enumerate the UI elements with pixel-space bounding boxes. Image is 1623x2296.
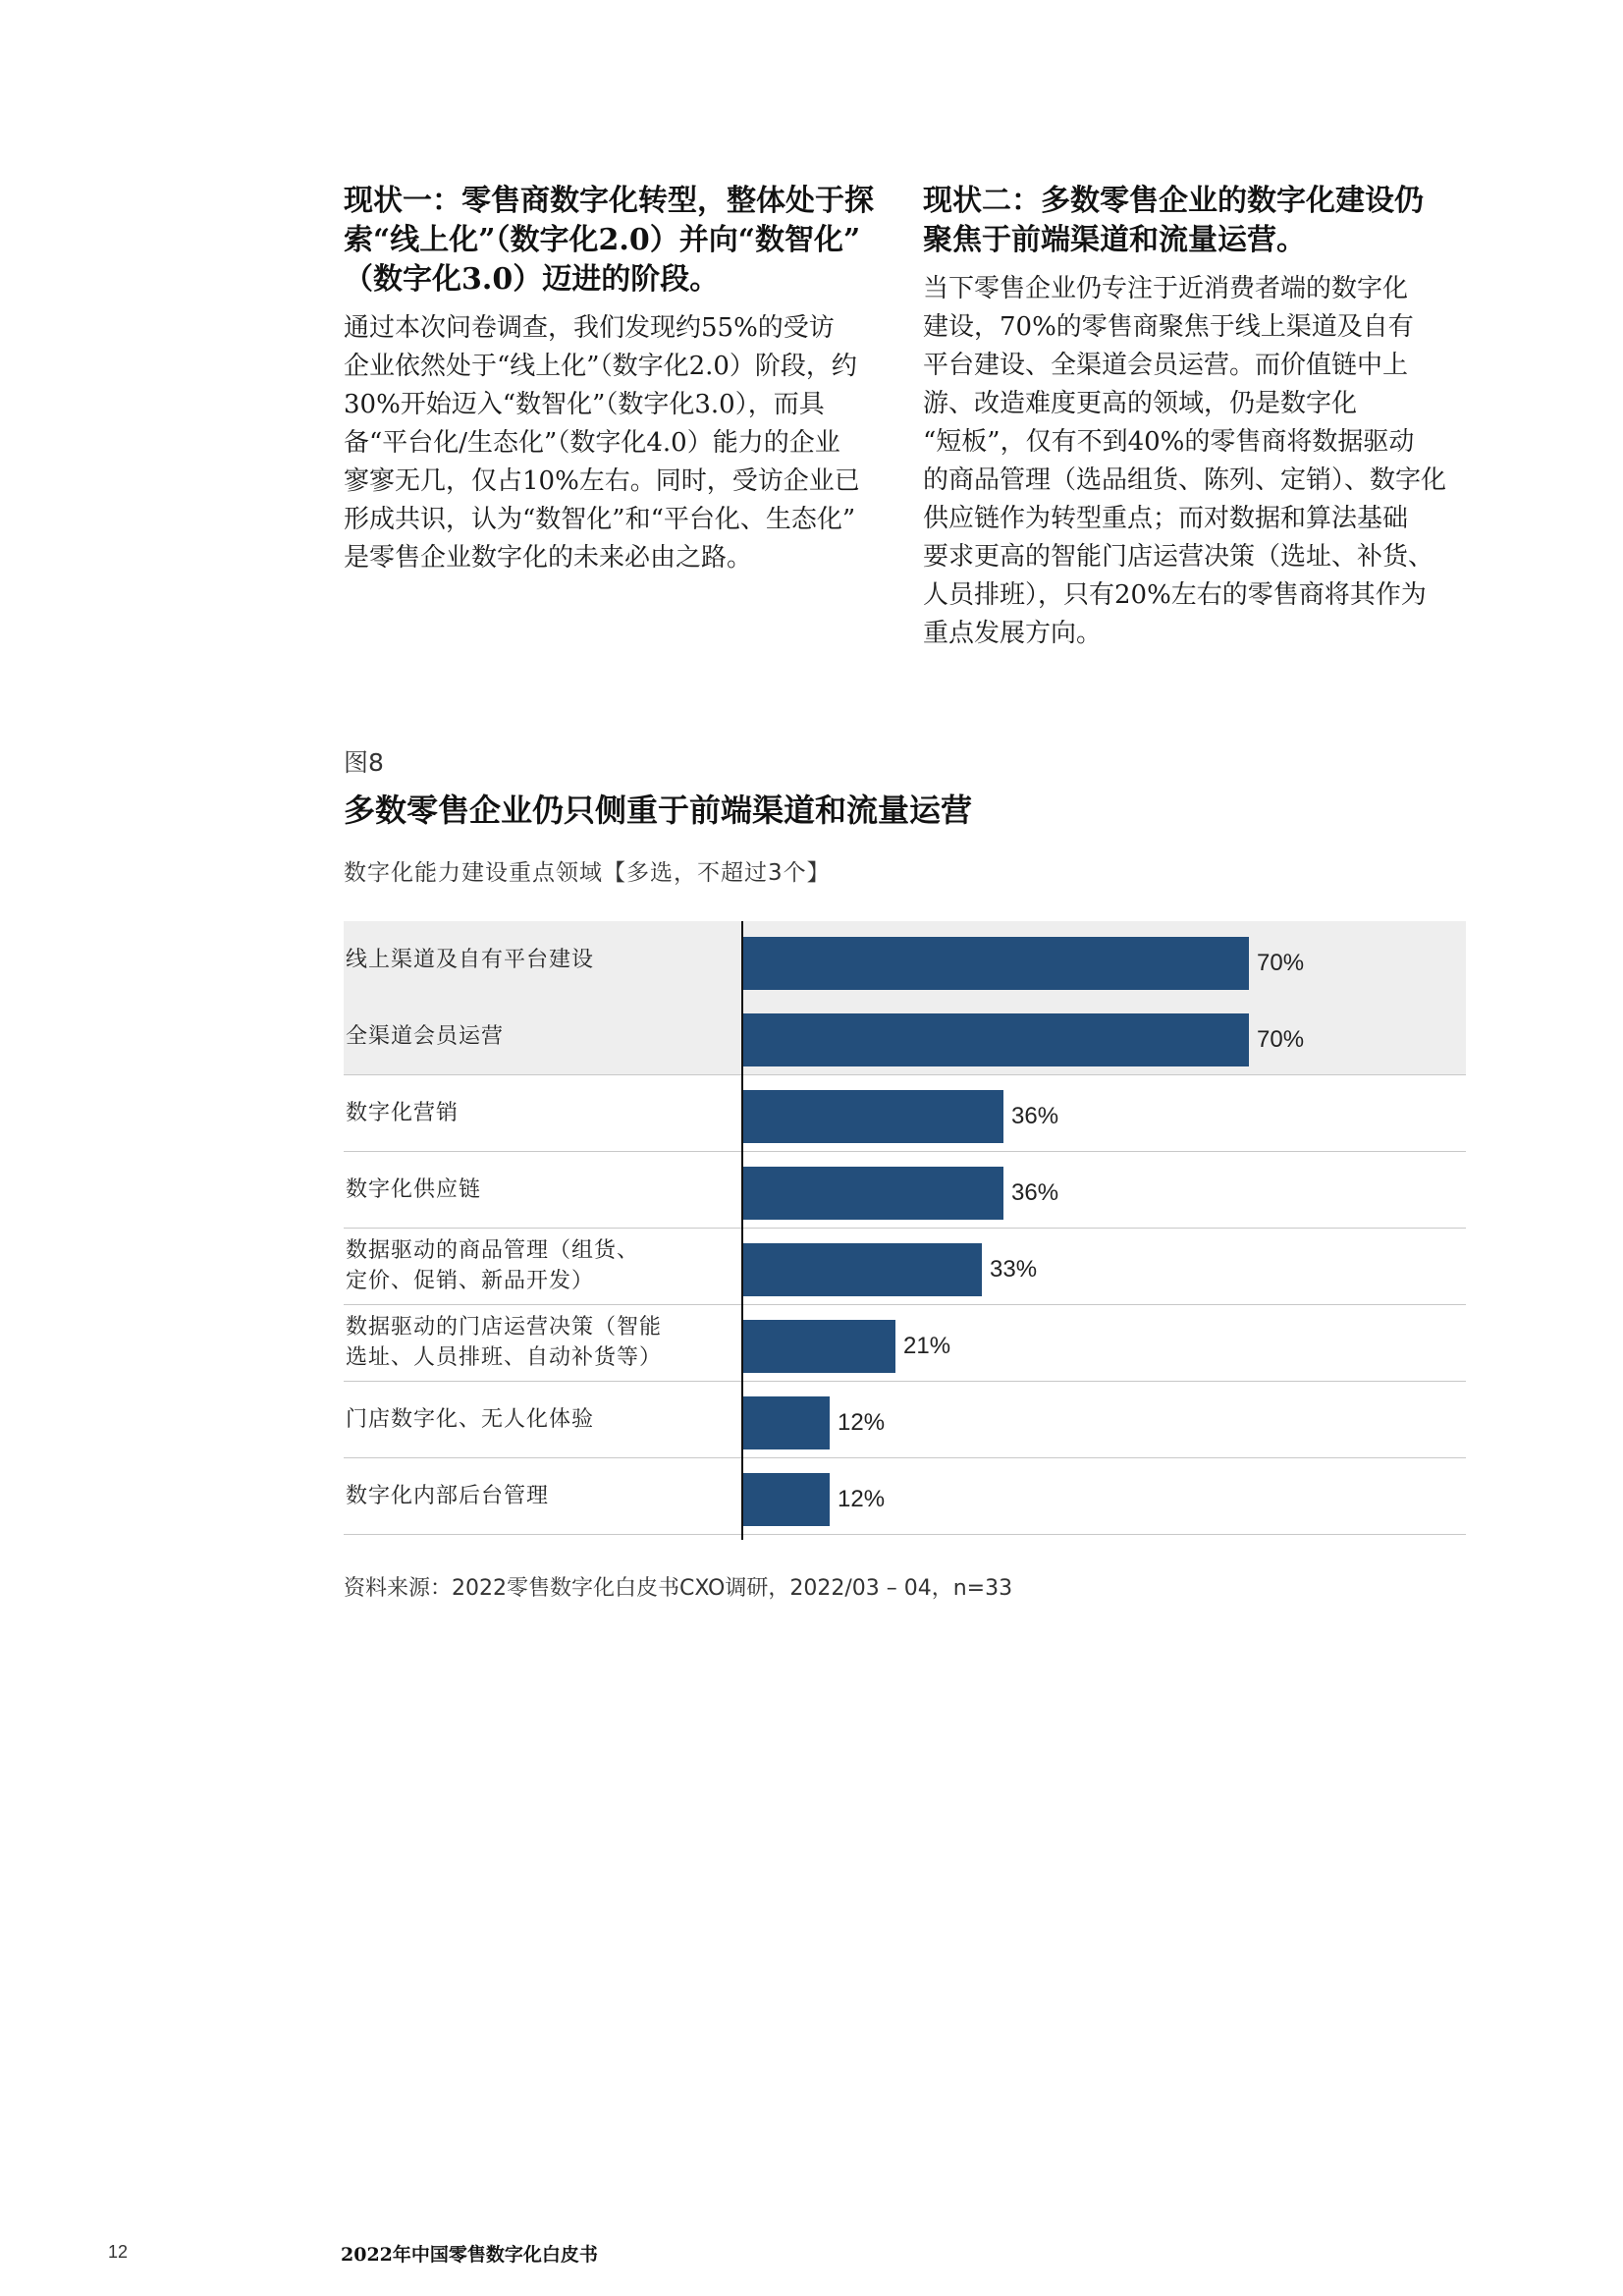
data-label: 12%	[838, 1486, 886, 1512]
left-body-line: 形成共识，认为“数智化”和“平台化、生态化”	[344, 505, 856, 534]
left-body-line: 备“平台化/生态化”（数字化4.0）能力的企业	[344, 428, 840, 458]
category-label-line: 选址、人员排班、自动补货等）	[346, 1345, 663, 1370]
right-heading	[923, 182, 1473, 260]
right-body-paragraph	[923, 270, 1473, 653]
right-body-line: 要求更高的智能门店运营决策（选址、补货、	[923, 542, 1434, 572]
category-label-line: 线上渠道及自有平台建设	[346, 947, 595, 972]
right-body-line: 供应链作为转型重点；而对数据和算法基础	[923, 504, 1409, 533]
chart-row	[344, 1074, 1466, 1152]
category-label	[346, 1228, 729, 1304]
category-label-line: 全渠道会员运营	[346, 1023, 505, 1049]
left-body-line: 通过本次问卷调查，我们发现约55%的受访	[344, 313, 835, 343]
y-axis-line	[741, 921, 743, 1540]
category-label	[346, 1304, 729, 1381]
data-label: 36%	[1011, 1179, 1059, 1206]
left-body-line: 寥寥无几，仅占10%左右。同时，受访企业已	[344, 466, 860, 496]
category-label	[346, 1074, 729, 1151]
chart-row	[344, 998, 1466, 1075]
figure-source: 资料来源：2022零售数字化白皮书CXO调研，2022/03 – 04，n=33	[344, 1576, 1013, 1601]
chart-row	[344, 921, 1466, 999]
bar	[743, 1243, 982, 1296]
bar	[743, 1167, 1003, 1220]
right-body-line: 人员排班），只有20%左右的零售商将其作为	[923, 580, 1427, 610]
right-text-column	[923, 182, 1473, 653]
category-label-line: 数据驱动的商品管理（组货、	[346, 1238, 640, 1263]
data-label: 70%	[1257, 950, 1305, 976]
left-heading-line: 索“线上化”（数字化2.0）并向“数智化”	[344, 223, 861, 257]
category-label	[346, 921, 729, 998]
category-label	[346, 1381, 729, 1457]
bar	[743, 1013, 1249, 1066]
left-body-line: 是零售企业数字化的未来必由之路。	[344, 543, 753, 573]
category-label-line: 数字化内部后台管理	[346, 1483, 550, 1508]
category-label	[346, 1457, 729, 1534]
page-number: 12	[108, 2242, 129, 2262]
chart-row	[344, 1228, 1466, 1305]
category-label-line: 门店数字化、无人化体验	[346, 1406, 595, 1432]
right-body-line: 的商品管理（选品组货、陈列、定销）、数字化	[923, 465, 1447, 495]
left-text-column	[344, 182, 901, 577]
chart-row	[344, 1457, 1466, 1535]
bar	[743, 937, 1249, 990]
bar	[743, 1320, 895, 1373]
left-heading	[344, 182, 901, 300]
figure-title: 多数零售企业仍只侧重于前端渠道和流量运营	[344, 792, 973, 829]
figure-subtitle: 数字化能力建设重点领域【多选，不超过3个】	[344, 860, 831, 886]
left-heading-line: 现状一：零售商数字化转型，整体处于探	[344, 184, 874, 218]
right-body-line: 游、改造难度更高的领域，仍是数字化	[923, 389, 1358, 418]
category-label-line: 数字化供应链	[346, 1176, 482, 1202]
category-label-line: 数据驱动的门店运营决策（智能	[346, 1315, 663, 1339]
bar	[743, 1473, 830, 1526]
category-label-line: 定价、促销、新品开发）	[346, 1269, 595, 1293]
data-label: 33%	[990, 1256, 1038, 1283]
data-label: 36%	[1011, 1103, 1059, 1129]
right-body-line: 建设，70%的零售商聚焦于线上渠道及自有	[923, 312, 1414, 342]
right-body-line: 重点发展方向。	[923, 619, 1103, 648]
right-heading-line: 现状二：多数零售企业的数字化建设仍	[923, 184, 1424, 218]
bar	[743, 1396, 830, 1449]
bar-chart	[344, 921, 1466, 1540]
category-label-line: 数字化营销	[346, 1100, 460, 1125]
right-body-line: “短板”，仅有不到40%的零售商将数据驱动	[923, 427, 1415, 457]
right-body-line: 当下零售企业仍专注于近消费者端的数字化	[923, 274, 1409, 303]
figure-label: 图8	[344, 748, 384, 777]
bar	[743, 1090, 1003, 1143]
footer-title: 2022年中国零售数字化白皮书	[341, 2244, 598, 2266]
chart-row	[344, 1381, 1466, 1458]
chart-row	[344, 1304, 1466, 1382]
chart-row	[344, 1151, 1466, 1229]
right-heading-line: 聚焦于前端渠道和流量运营。	[923, 223, 1306, 257]
category-label	[346, 998, 729, 1074]
left-heading-line: （数字化3.0）迈进的阶段。	[344, 262, 720, 297]
data-label: 70%	[1257, 1026, 1305, 1053]
data-label: 12%	[838, 1409, 886, 1436]
data-label: 21%	[903, 1333, 951, 1359]
category-label	[346, 1151, 729, 1228]
left-body-line: 企业依然处于“线上化”（数字化2.0）阶段，约	[344, 352, 857, 381]
right-body-line: 平台建设、全渠道会员运营。而价值链中上	[923, 351, 1409, 380]
left-body-line: 30%开始迈入“数智化”（数字化3.0），而具	[344, 390, 825, 419]
left-body-paragraph	[344, 309, 901, 577]
